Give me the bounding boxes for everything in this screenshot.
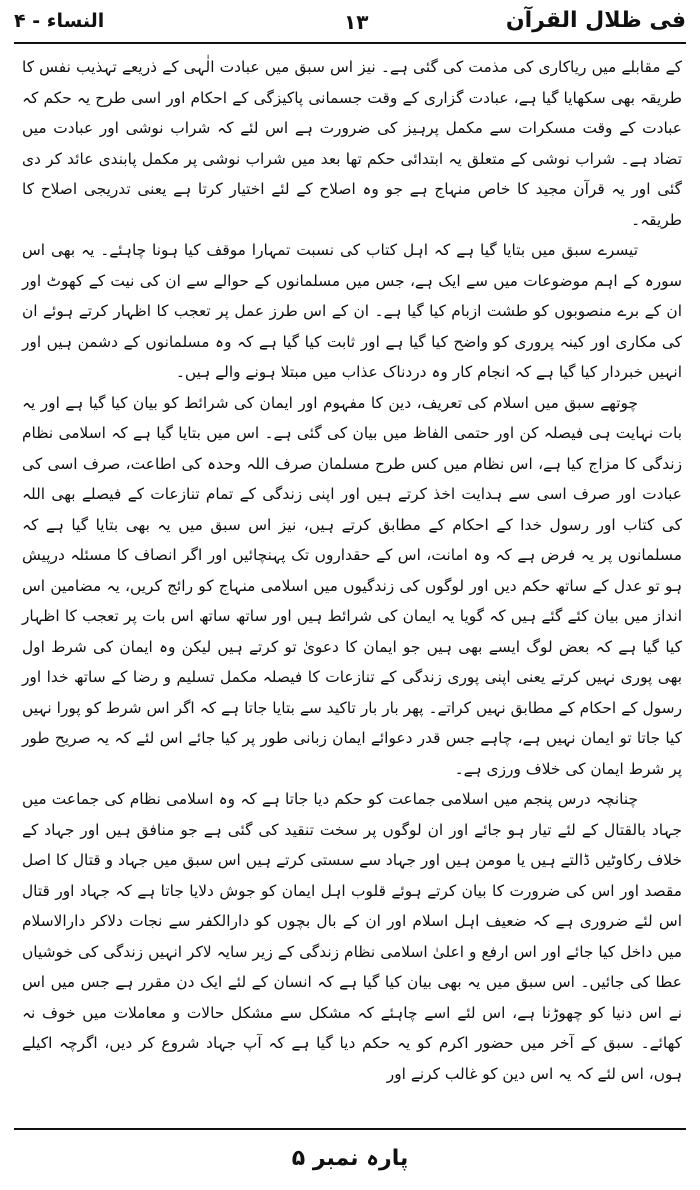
- paragraph-4: چنانچہ درس پنجم میں اسلامی جماعت کو حکم دیا جاتا ہے کہ وہ اسلامی نظام کی جماعت میں جہاد بالقتال کے لئے تیار ہو جائے اور ان لوگوں پر سخت تنقید کی گئی ہے جو منافق ہیں اور جہاد کے خلاف رکاوٹیں ڈالتے ہیں یا مومن ہیں اور جہاد سے سستی کرتے ہیں اس سبق میں جہاد و قتال کا اصل مقصد اور اس کی ضرورت کا بیان کرتے ہوئے قلوب اہل ایمان کو جوش دلایا جاتا ہے کہ جہاد اور قتال اس لئے ضروری ہے کہ ضعیف اہل اسلام اور ان کے بال بچوں کو دارالکفر سے نجات دلاکر دارالاسلام میں داخل کیا جائے اور اس ارفع و اعلیٰ اسلامی نظام زندگی کے زیر سایہ لاکر انہیں زندگی کی خوشیاں عطا کی جائیں۔ اس سبق میں یہ بھی بیان کیا گیا ہے کہ انسان کے لئے ایک دن مقرر ہے جس میں اس نے اس دنیا کو چھوڑنا ہے، اس لئے اسے چاہئے کہ مشکل سے مشکل حالات و معاملات میں خوف نہ کھائے۔ سبق کے آخر میں حضور اکرم کو یہ حکم دیا گیا ہے کہ آپ جہاد شروع کر دیں، اگرچہ اکیلے ہوں، اس لئے کہ یہ اس دین کو غالب کرنے اور: [22, 790, 682, 1083]
- running-header: [14, 6, 686, 40]
- page-number: ۱۳: [344, 10, 369, 34]
- header-rule: [14, 42, 686, 44]
- paragraph-2: تیسرے سبق میں بتایا گیا ہے کہ اہل کتاب کی نسبت تمہارا موقف کیا ہونا چاہئے۔ یہ بھی اس سورہ کے اہم موضوعات میں سے ایک ہے، جس میں مسلمانوں کے حوالے سے ان کی نیت کے کھوٹ اور ان کے برے منصوبوں کو طشت ازبام کیا گیا ہے۔ ان کے اس طرز عمل پر تعجب کا اظہار کرتے ہوئے ان کی مکاری اور کینہ پروری کو واضح کیا گیا ہے اور ثابت کیا گیا ہے کہ وہ مسلمانوں کے دشمن ہیں اور انہیں خبردار کیا گیا ہے کہ انجام کار وہ دردناک عذاب میں مبتلا ہونے والے ہیں۔: [22, 241, 682, 381]
- paragraph-1: کے مقابلے میں ریاکاری کی مذمت کی گئی ہے۔ نیز اس سبق میں عبادت الٰہی کے ذریعے تہذیب نفس کا طریقہ بھی سکھایا گیا ہے، عبادت گزاری کے وقت جسمانی پاکیزگی کے احکام اور اسی طرح یہ حکم کہ عبادت کے وقت مسکرات سے مکمل پرہیز کی ضرورت ہے اس لئے کہ شراب نوشی اور عبادت میں تضاد ہے۔ شراب نوشی کے متعلق یہ ابتدائی حکم تھا بعد میں شراب نوشی پر مکمل پابندی عائد کر دی گئی اور یہ قرآن مجید کا خاص منہاج ہے جو وہ اصلاح کے لئے اختیار کرتا ہے یعنی تدریجی اصلاح کا طریقہ۔: [22, 58, 682, 229]
- para-footer: پارہ نمبر ۵: [291, 1146, 409, 1171]
- footer-rule: [14, 1128, 686, 1130]
- page-body: [22, 52, 682, 1089]
- surah-label: النساء - ۴: [14, 10, 105, 32]
- book-title: فی ظلال القرآن: [505, 8, 686, 33]
- paragraph-3: چوتھے سبق میں اسلام کی تعریف، دین کا مفہوم اور ایمان کی شرائط کو بیان کیا گیا ہے اور یہ بات نہایت ہی فیصلہ کن اور حتمی الفاظ میں بیان کی گئی ہے۔ اس میں بتایا گیا ہے کہ اسلامی نظام زندگی کا مزاج کیا ہے، اس نظام میں کس طرح مسلمان صرف اللہ وحدہ کی اطاعت، صرف اسی کی عبادت اور صرف اسی سے ہدایت اخذ کرتے ہیں اور اپنی زندگی کے تمام تنازعات کے فیصلے بھی اللہ کی کتاب اور رسول خدا کے احکام کے مطابق کرتے ہیں، نیز اس سبق میں یہ بھی بتایا گیا ہے کہ مسلمانوں پر یہ فرض ہے کہ وہ امانت، اس کے حقداروں تک پہنچائیں اور اگر انصاف کا مسئلہ درپیش ہو تو عدل کے ساتھ حکم دیں اور لوگوں کی زندگیوں میں اسلامی منہاج کو رائج کریں، یہ مضامین اس انداز میں بیان کئے گئے ہیں کہ گویا یہ ایمان کی شرائط ہیں اور ساتھ ساتھ اس بات پر تعجب کا اظہار کیا گیا ہے کہ بعض لوگ ایسے بھی ہیں جو ایمان کا دعویٰ تو کرتے ہیں لیکن وہ ایمان کی شرط اول بھی پوری نہیں کرتے یعنی اپنی پوری زندگی کے تنازعات کا فیصلہ مکمل تسلیم و رضا کے ساتھ خدا اور رسول کے احکام کے مطابق نہیں کراتے۔ پھر بار بار تاکید سے بتایا جاتا ہے کہ اگر اس شرط کو پورا نہیں کیا جاتا تو ایمان نہیں ہے، چاہے جس قدر دعوائے ایمان زبانی طور پر کیا جائے اس لئے کہ یہ صریح طور پر شرط ایمان کی خلاف ورزی ہے۔: [22, 393, 682, 778]
